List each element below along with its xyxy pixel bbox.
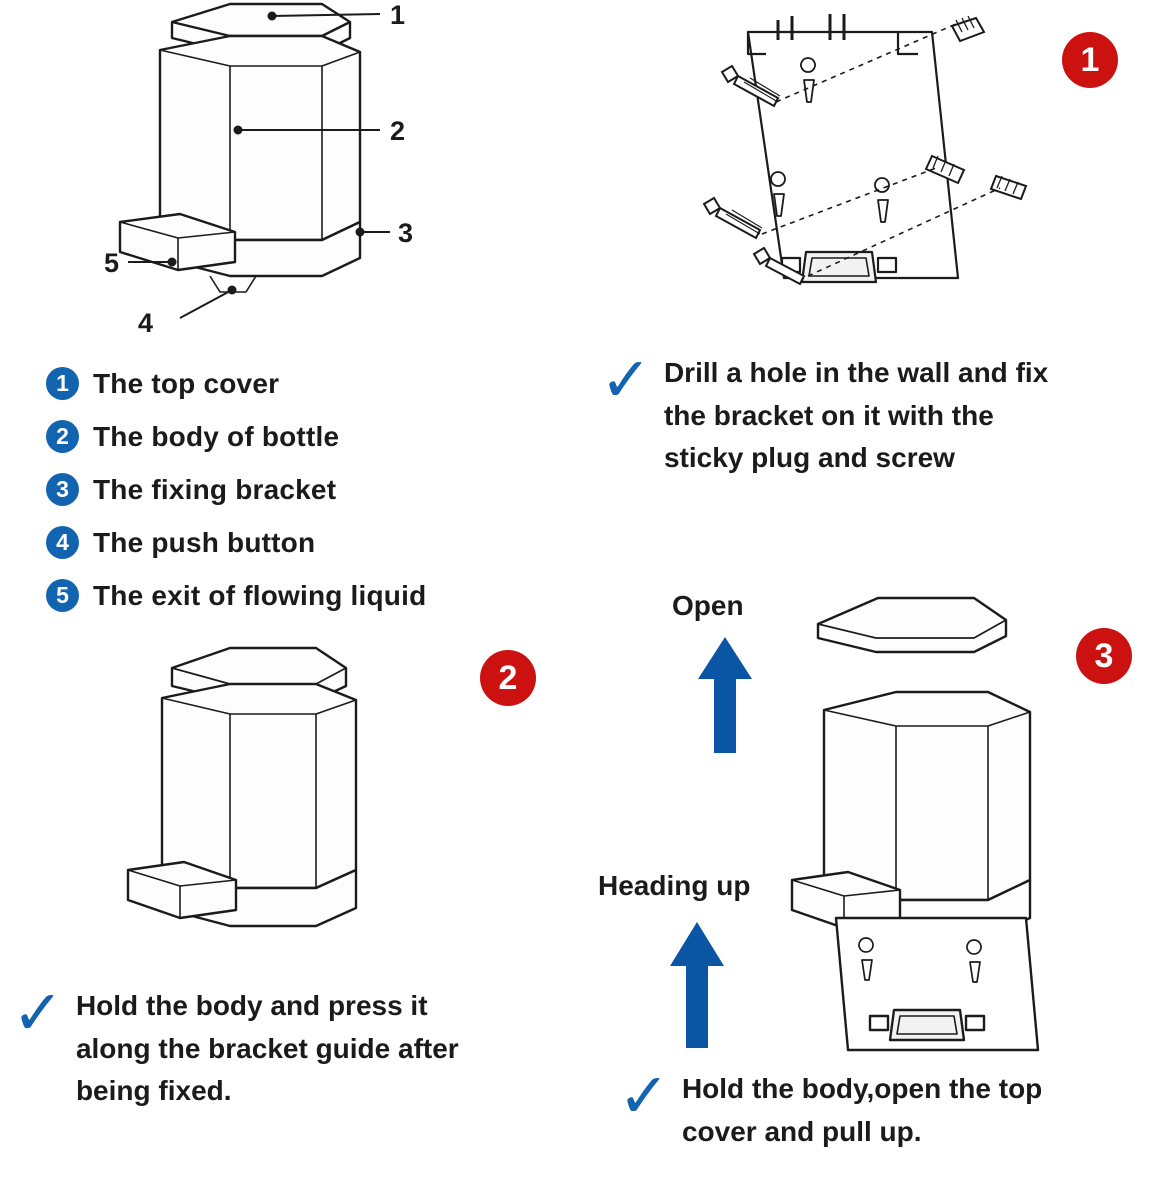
callout-4: 4 [138, 308, 154, 338]
up-arrow-icon-heading-up [662, 920, 732, 1050]
callout-1: 1 [390, 0, 406, 30]
legend-label-3: The fixing bracket [93, 473, 337, 505]
step-1-line-1: Drill a hole in the wall and fix [663, 357, 1049, 388]
legend-label-1: The top cover [93, 367, 280, 399]
heading-up-arrow [662, 920, 732, 1050]
step-3-line-1: Hold the body,open the top [681, 1073, 1043, 1104]
legend-label-4: The push button [93, 526, 316, 558]
step-3-line-2: cover and pull up. [681, 1115, 922, 1147]
arrow-label-open: Open [672, 590, 744, 621]
legend-item-4 [46, 516, 606, 569]
legend-badge-1: 1 [46, 367, 79, 400]
step-2-line-3: being fixed. [75, 1075, 232, 1107]
step-badge-2: 2 [480, 650, 536, 706]
step-2-line-2: along the bracket guide after [75, 1032, 459, 1064]
legend-badge-3: 3 [46, 473, 79, 506]
step-1-line-3: sticky plug and screw [663, 442, 955, 474]
legend-item-2 [46, 410, 606, 463]
step-2-text [76, 985, 459, 1113]
up-arrow-icon-open [690, 635, 760, 755]
step-3-instruction [618, 1059, 1168, 1153]
step-2-figure [120, 640, 420, 950]
check-icon-2: ✓ [12, 976, 64, 1049]
step-2-instruction [12, 976, 582, 1113]
bracket-screws-svg [700, 10, 1120, 330]
open-arrow [690, 635, 760, 755]
legend-item-5 [46, 569, 606, 622]
arrow-label-heading-up: Heading up [598, 870, 751, 901]
legend-item-3 [46, 463, 606, 516]
check-icon-1: ✓ [600, 343, 652, 416]
parts-diagram-svg [60, 0, 540, 350]
step-2-line-1: Hold the body and press it [75, 990, 428, 1021]
check-icon-3: ✓ [618, 1059, 670, 1132]
legend-badge-5: 5 [46, 579, 79, 612]
dispenser-mounted-svg [120, 640, 420, 950]
step-3-text [682, 1068, 1042, 1153]
step-1-instruction [600, 343, 1160, 480]
step-1-line-2: the bracket on it with the [663, 399, 994, 431]
parts-legend [46, 357, 606, 622]
parts-diagram [60, 0, 540, 350]
legend-label-5: The exit of flowing liquid [93, 579, 427, 611]
step-badge-3: 3 [1076, 628, 1132, 684]
legend-badge-4: 4 [46, 526, 79, 559]
callout-3: 3 [398, 218, 414, 248]
legend-label-2: The body of bottle [93, 420, 340, 452]
step-badge-1: 1 [1062, 32, 1118, 88]
step-1-text [664, 352, 1048, 480]
callout-5: 5 [104, 248, 120, 278]
callout-2: 2 [390, 116, 406, 146]
legend-badge-2: 2 [46, 420, 79, 453]
step-1-figure [700, 10, 1120, 330]
legend-item-1 [46, 357, 606, 410]
